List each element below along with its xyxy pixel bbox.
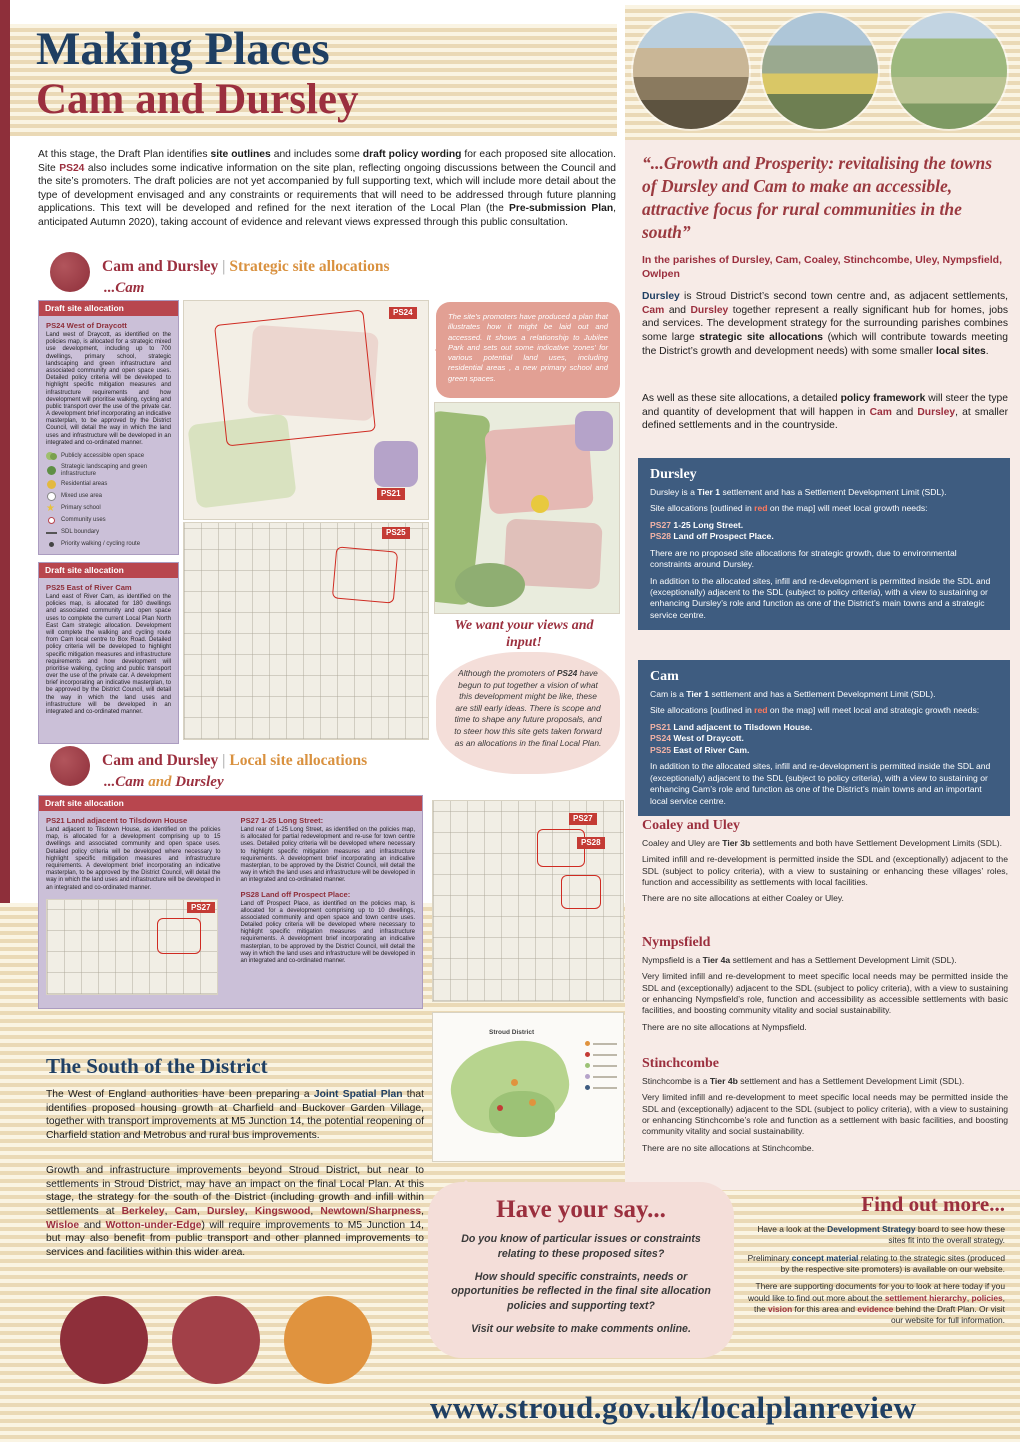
find-out-more-text	[745, 1224, 1005, 1333]
overview-paragraph-2: As well as these site allocations, a detailed policy framework will steer the type and quantity of development that will happen in Cam and Dursley, at smaller defined settlements and in the countryside.	[642, 393, 1008, 432]
district-area-inner	[489, 1091, 555, 1137]
strategic-header-script: ...Cam	[104, 280, 145, 296]
ps21-map-label: PS21	[377, 488, 405, 500]
ps25-allocation-box	[38, 562, 179, 744]
district-map-legend	[585, 1041, 617, 1090]
nympsfield-tier: Nympsfield is a Tier 4a settlement and has a Settlement Development Limit (SDL).	[642, 955, 957, 965]
find-out-more-p3: There are supporting documents for you to look at here today if you would like to find out more about the settlement hierarchy, policies, the vision for this area and evidence behind the Draft Plan. Or visit our website for full information.	[748, 1281, 1005, 1326]
ps21-inset-map	[46, 899, 218, 995]
nympsfield-title: Nympsfield	[642, 935, 711, 950]
left-accent-bar	[0, 0, 10, 903]
legend-item: Mixed use area	[46, 492, 171, 501]
map-marker	[511, 1079, 518, 1086]
local-header	[102, 752, 367, 770]
coaley-uley-infill: Limited infill and re-development is permitted inside the SDL and (exceptionally) adjacent to the SDL (subject to policy criteria), with a view to sustaining or enhancing these villages’ roles, function and accessibility as settlements with local facilities.	[642, 854, 1008, 888]
strategic-header-sep: |	[222, 258, 226, 275]
ps27-map-label: PS27	[569, 813, 597, 825]
views-heading: We want your views and input!	[454, 618, 594, 650]
ps28-title: PS28 Land off Prospect Place:	[240, 889, 351, 899]
ps25-site-outline	[332, 546, 398, 603]
ps28-body: Land off Prospect Place, as identified on the policies map, is allocated for a development comprising up to 10 dwellings, associated community and open space and town centre uses. Detailed policy criteria will be developed where necessary to highlight specific mitigation measures and infrastructure requirements. A development brief incorporating an indicative masterplan, to be approved by the District Council, will detail the way in which the land uses and infrastructure will be developed in an integrated and co-ordinated manner.	[240, 900, 415, 965]
ps25-body: Land east of River Cam, as identified on the policies map, is allocated for 180 dwellings and associated community and open space uses to complete the current Local Plan North East Cam strategic allocation. Development will complete the walking and cycling route from Cam local centre to Box Road. Detailed policy criteria will be developed to highlight specific mitigation measures and infrastructure requirements and how development will prioritise walking, cycling and public transport over the use of the private car. A development brief incorporating an indicative masterplan, to be approved by the District Council, will detail the way in which the land uses and infrastructure will be developed in an integrated and co-ordinated manner.	[46, 594, 171, 716]
nympsfield-infill: Very limited infill and re-development to meet specific local needs may be permitted inside the SDL and (exceptionally) adjacent to the SDL (subject to policy criteria), with a view to sustaining or enhancing Nympsfield’s role, function and accessibility as accessible settlements with basic facilities, and boosting community vitality and social sustainability.	[642, 971, 1008, 1016]
ps24-title: PS24 West of Draycott	[46, 321, 127, 331]
ps24-site-outline	[214, 309, 376, 446]
stinchcombe-section	[642, 1056, 1008, 1159]
green-infrastructure-icon	[46, 466, 57, 475]
find-out-more-p1: Have a look at the Development Strategy board to see how these sites fit into the overall strategy.	[757, 1224, 1005, 1246]
residential-icon	[46, 480, 57, 489]
primary-school-icon: ★	[46, 503, 55, 515]
find-out-more-p2: Preliminary concept material relating to the strategic sites (produced by the respective site promoters) is available on our website.	[747, 1252, 1005, 1275]
legend-item: Strategic landscaping and green infrastructure	[46, 464, 171, 477]
cam-site-ps21: PS21 Land adjacent to Tilsdown House.	[650, 721, 813, 732]
cam-site-ps25: PS25 East of River Cam.	[650, 744, 750, 755]
dursley-tier: Dursley is a Tier 1 settlement and has a Settlement Development Limit (SDL).	[650, 487, 947, 497]
promoter-plan-bubble: The site’s promoters have produced a plan that illustrates how it might be laid out and accessed. It shows a relationship to Jubilee Park and sets out some indicative ‘zones’ for various potential land uses, including residential areas , a new primary school and green spaces.	[436, 302, 620, 398]
photo-street-daffodils	[762, 13, 878, 129]
legend-item: SDL boundary	[46, 528, 171, 537]
legend-item: ★ Primary school	[46, 503, 101, 515]
legend-item: Community uses	[46, 516, 171, 525]
have-your-say-cta: Visit our website to make comments online.	[471, 1323, 691, 1336]
coaley-uley-tier: Coaley and Uley are Tier 3b settlements and both have Settlement Development Limits (SDL).	[642, 838, 1003, 848]
priority-route-icon	[46, 540, 57, 549]
ps21-title: PS21 Land adjacent to Tilsdown House	[46, 816, 188, 826]
cam-infill-note: In addition to the allocated sites, infill and re-development is permitted inside the SDL and (exceptionally) adjacent to the SDL (subject to policy criteria), with a view to sustaining or enhancing Cam’s role and function as one of the District’s main towns and an important local service centre.	[650, 761, 991, 806]
website-url[interactable]: www.stroud.gov.uk/localplanreview	[430, 1390, 917, 1425]
community-uses-icon	[46, 516, 57, 525]
ps28-site-outline	[561, 875, 601, 909]
footer-circle-3	[284, 1296, 372, 1384]
south-paragraph-2: Growth and infrastructure improvements beyond Stroud District, but near to settlements in Stroud District, may have an impact on the final Local Plan. At this stage, the strategy for the south of the District (including growth and infill within settlements at Berkeley, Cam, Dursley, Kingswood, Newtown/Sharpness, Wisloe and Wotton-under-Edge) will require improvements to M5 Junction 14, but may also benefit from public transport and other planned improvements to services and facilities within this wider area.	[46, 1165, 425, 1259]
coaley-uley-note: There are no site allocations at either Coaley or Uley.	[642, 893, 844, 904]
local-header-script: ...Cam and Dursley	[104, 774, 224, 790]
overview-paragraph-1: Dursley is Stroud District’s second town centre and, as adjacent settlements, Cam and Dursley together represent a really significant hub for homes, jobs and services. The development strategy for the surrounding parishes combines some large strategic site allocations (which will contribute towards meeting the District’s growth and development needs) with some smaller local sites.	[642, 291, 1008, 357]
strategic-header-avatar	[50, 252, 90, 292]
ps27-site-outline-inset	[157, 918, 201, 954]
strategic-sites-map-lower	[183, 522, 429, 740]
stinchcombe-title: Stinchcombe	[642, 1056, 719, 1071]
south-of-district-title: The South of the District	[46, 1054, 268, 1078]
ps21-cell	[39, 811, 228, 993]
ps27-ps28-cell	[234, 811, 423, 993]
views-bubble: Although the promoters of PS24 have begun to put together a vision of what this development might be like, these are still early ideas. There is scope and time to shape any future proposals, and to steer how this site gets taken forward as an allocations in the final Local Plan.	[436, 652, 620, 774]
legend-item: Publicly accessible open space	[46, 452, 171, 461]
local-sites-map	[432, 800, 624, 1002]
ps24-draft-bar: Draft site allocation	[39, 301, 178, 316]
open-space-icon	[46, 452, 57, 461]
local-draft-bar: Draft site allocation	[39, 796, 422, 811]
strategic-header-name: Cam and Dursley	[102, 258, 219, 275]
sdl-boundary-icon	[46, 528, 57, 537]
ps25-title: PS25 East of River Cam	[46, 583, 132, 593]
growth-prosperity-quote: “...Growth and Prosperity: revitalising the towns of Dursley and Cam to make an accessible, attractive focus for rural communities in the south”	[642, 153, 993, 243]
ps21-body: Land adjacent to Tilsdown House, as identified on the policies map, is allocated for a development comprising up to 15 dwellings and associated community and open space uses. Detailed policy criteria will be developed where necessary to highlight specific mitigation measures and infrastructure requirements. A development brief incorporating an indicative masterplan, to be approved by the District Council, will detail the way in which the land uses and infrastructure will be developed in an integrated and co-ordinated manner.	[46, 827, 221, 891]
district-map-label: Stroud District	[489, 1029, 535, 1036]
ps25-draft-bar: Draft site allocation	[39, 563, 178, 578]
dursley-site-ps28: PS28 Land off Prospect Place.	[650, 531, 774, 542]
cam-title: Cam	[650, 669, 679, 684]
dursley-allocations-intro: Site allocations [outlined in red on the map] will meet local growth needs:	[650, 503, 928, 514]
photo-aerial-view	[891, 13, 1007, 129]
cam-allocations-intro: Site allocations [outlined in red on the map] will meet local and strategic growth needs:	[650, 705, 980, 716]
dursley-title: Dursley	[650, 467, 697, 482]
cam-site-ps24: PS24 West of Draycott.	[650, 733, 744, 744]
nympsfield-section	[642, 935, 1008, 1038]
ps27-inset-label: PS27	[187, 902, 215, 914]
mixed-use-icon	[46, 492, 57, 501]
legend-item: Priority walking / cycling route	[46, 540, 171, 549]
stroud-district-map	[432, 1012, 624, 1162]
ps24-legend	[39, 452, 178, 549]
ps28-map-label: PS28	[577, 837, 605, 849]
footer-circle-1	[60, 1296, 148, 1384]
footer-circle-2	[172, 1296, 260, 1384]
stinchcombe-infill: Very limited infill and re-development to meet specific local needs may be permitted inside the SDL and (exceptionally) adjacent to the SDL (subject to policy criteria), with a view to sustaining or enhancing Stinchcombe’s role and function as a settlement with basic facilities, and boosting community vitality and social sustainability.	[642, 1092, 1008, 1137]
map-marker	[497, 1105, 503, 1111]
stinchcombe-tier: Stinchcombe is a Tier 4b settlement and has a Settlement Development Limit (SDL).	[642, 1076, 965, 1086]
ps24-map-label: PS24	[389, 307, 417, 319]
find-out-more-title: Find out more...	[861, 1192, 1005, 1216]
have-your-say-q1: Do you know of particular issues or constraints relating to these proposed sites?	[461, 1233, 701, 1260]
dursley-infill-note: In addition to the allocated sites, infill and re-development is permitted inside the SDL and (exceptionally) adjacent to the SDL (subject to policy criteria), with a view to sustaining or enhancing Dursley’s role and function as one of the District’s main towns and a strategic service centre.	[650, 575, 991, 620]
cam-tier: Cam is a Tier 1 settlement and has a Settlement Development Limit (SDL).	[650, 689, 936, 699]
local-header-sep: |	[222, 752, 226, 769]
coaley-uley-title: Coaley and Uley	[642, 818, 741, 833]
cam-section	[638, 660, 1010, 816]
dursley-section	[638, 458, 1010, 630]
local-header-label: Local site allocations	[229, 752, 368, 769]
map-marker	[529, 1099, 536, 1106]
south-paragraph-1: The West of England authorities have been preparing a Joint Spatial Plan that identifies proposed housing growth at Charfield and Buckover Garden Village, together with transport improvements at M5 Junction 14, the potential reopening of Charfield station and Metrobus and rural bus improvements.	[46, 1089, 424, 1142]
strategic-header	[102, 258, 390, 276]
dursley-strategic-note: There are no proposed site allocations for strategic growth, due to environmental constraints around Dursley.	[650, 547, 957, 570]
have-your-say-bubble	[428, 1182, 734, 1358]
photo-dursley-market-house	[633, 13, 749, 129]
intro-paragraph: At this stage, the Draft Plan identifies site outlines and includes some draft policy wording for each proposed site allocation. Site PS24 also includes some indicative information on the site plan, reflecting ongoing discussions between the Council and the site’s promoters. The draft policies are not yet accompanied by full supporting text, which will include more detail about the type of development envisaged and any constraints or requirements that will need to be addressed through future planning applications. This text will be developed and refined for the next iteration of the Local Plan (the Pre-submission Plan, anticipated Autumn 2020), taking account of evidence and relevant views expressed through this public consultation.	[38, 149, 616, 228]
ps24-allocation-box	[38, 300, 179, 555]
plan-mixed-use-zone	[575, 411, 613, 451]
plan-school-dot	[531, 495, 549, 513]
dursley-site-ps27: PS27 1-25 Long Street.	[650, 519, 744, 530]
ps25-map-label: PS25	[382, 527, 410, 539]
plan-green-space	[455, 563, 525, 607]
ps27-title: PS27 1-25 Long Street:	[240, 816, 324, 826]
coaley-uley-section	[642, 818, 1008, 910]
have-your-say-q2: How should specific constraints, needs or opportunities be reflected in the final site allocation policies and supporting text?	[451, 1270, 711, 1313]
legend-item: Residential areas	[46, 480, 171, 489]
strategic-header-label: Strategic site allocations	[229, 258, 390, 275]
poster-title-line2: Cam and Dursley	[36, 76, 359, 123]
nympsfield-note: There are no site allocations at Nympsfield.	[642, 1021, 807, 1032]
poster-title-line1: Making Places	[36, 23, 330, 75]
ps24-body: Land west of Draycott, as identified on the policies map, is allocated for a strategic mixed use development, including up to 700 dwellings, primary school, strategic landscaping and green infrastructure and associated community and open space uses. Detailed policy criteria will be developed to highlight specific mitigation measures and infrastructure requirements and how development will prioritise walking, cycling and public transport over the use of the private car. A development brief incorporating an indicative masterplan, to be approved by the District Council, will detail the way in which the land uses and infrastructure will be developed in an integrated and co-ordinated manner.	[46, 332, 171, 446]
parishes-line: In the parishes of Dursley, Cam, Coaley, Stinchcombe, Uley, Nympsfield, Owlpen	[642, 254, 1003, 280]
have-your-say-title: Have your say...	[496, 1196, 666, 1223]
local-sites-allocation-box	[38, 795, 423, 1009]
ps24-indicative-plan	[434, 402, 620, 614]
ps27-body: Land rear of 1-25 Long Street, as identified on the policies map, is allocated for partial redevelopment and re-use for town centre uses. Detailed policy criteria will be developed where necessary to highlight specific mitigation measures and infrastructure requirements. A development brief incorporating an indicative masterplan, to be approved by the District Council, will detail the way in which the land uses and infrastructure will be developed in an integrated and co-ordinated manner.	[240, 827, 415, 884]
local-header-name: Cam and Dursley	[102, 752, 219, 769]
stinchcombe-note: There are no site allocations at Stinchcombe.	[642, 1142, 814, 1153]
map-region	[374, 441, 418, 487]
strategic-sites-map-upper	[183, 300, 429, 520]
local-header-avatar	[50, 746, 90, 786]
